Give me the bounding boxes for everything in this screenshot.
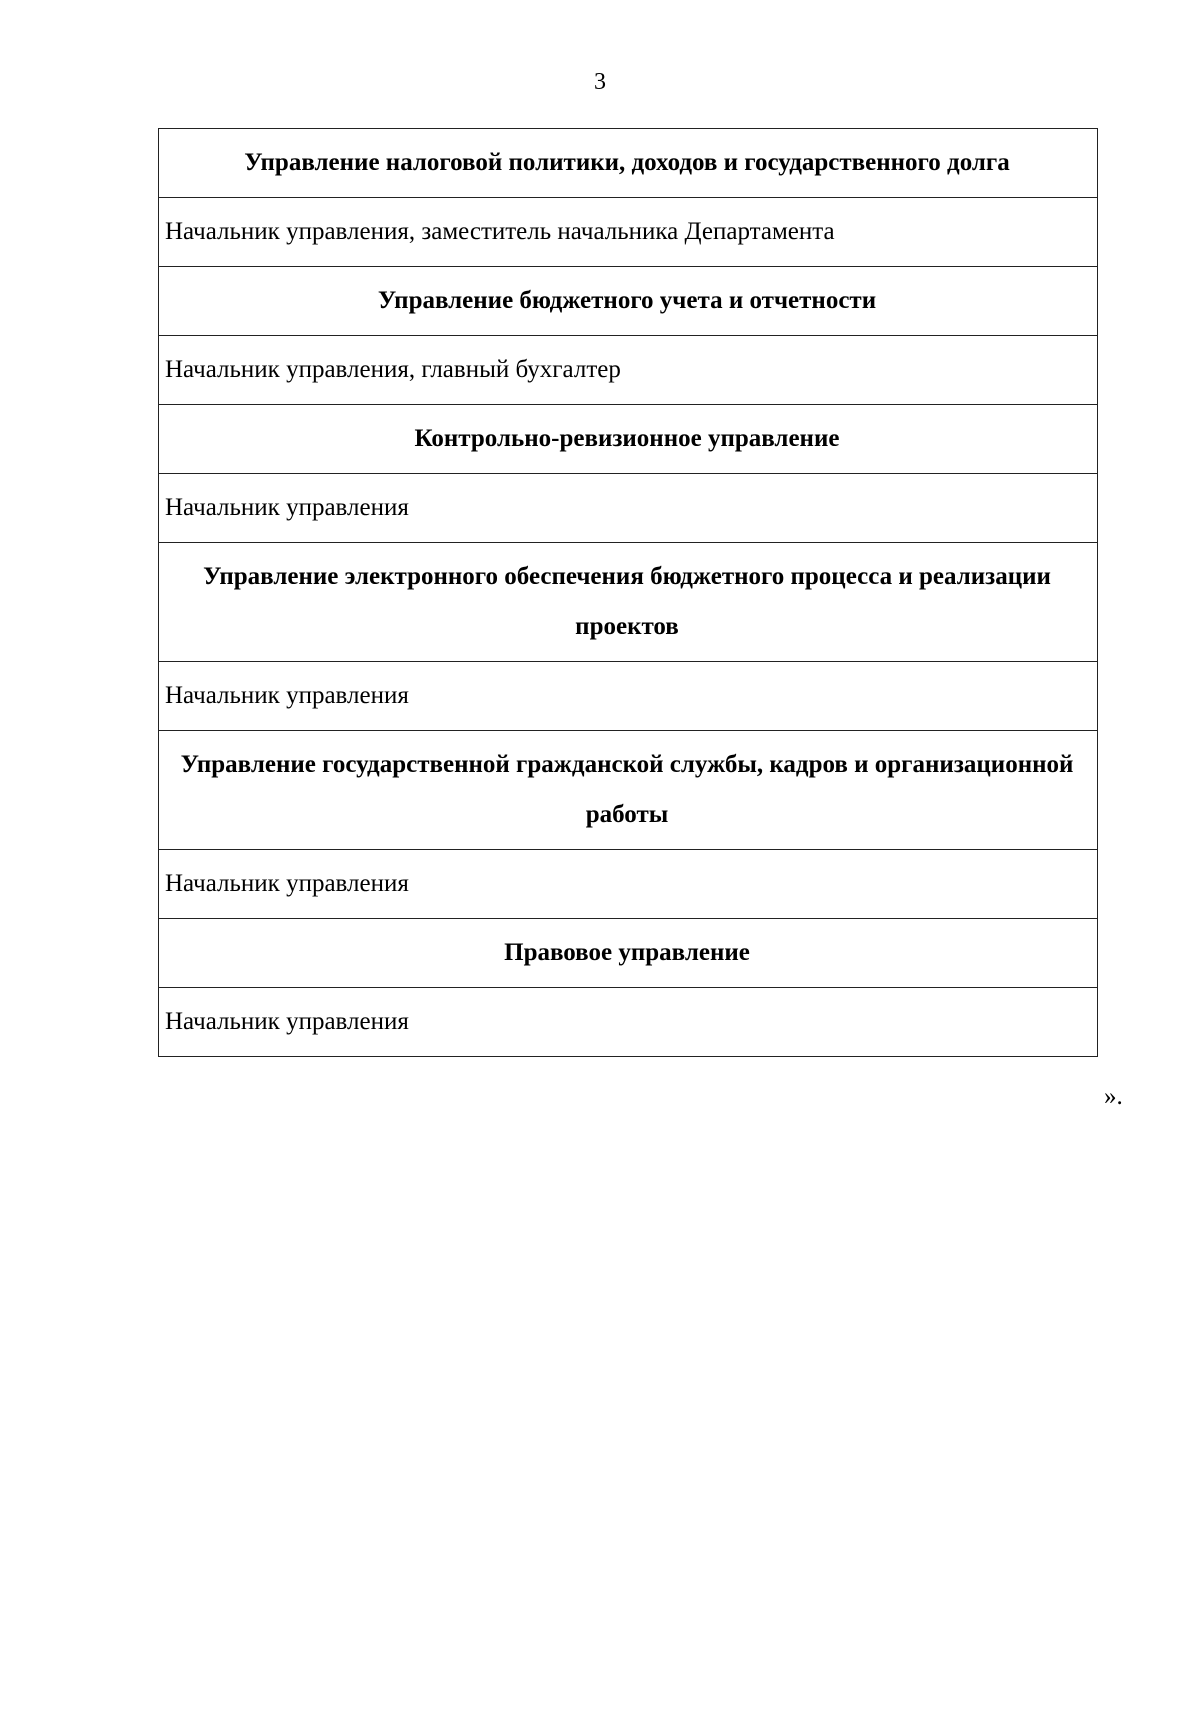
table-row <box>159 988 1098 1057</box>
position-title: Начальник управления <box>159 662 1098 731</box>
table-row <box>159 919 1098 988</box>
department-heading: Управление бюджетного учета и отчетности <box>159 267 1098 336</box>
department-heading: Контрольно-ревизионное управление <box>159 405 1098 474</box>
position-title: Начальник управления, главный бухгалтер <box>159 336 1098 405</box>
table-row <box>159 850 1098 919</box>
department-heading: Управление налоговой политики, доходов и государственного долга <box>159 129 1098 198</box>
position-title: Начальник управления, заместитель начальника Департамента <box>159 198 1098 267</box>
table-row <box>159 405 1098 474</box>
closing-quote-mark: ». <box>1104 1083 1123 1110</box>
table-row <box>159 267 1098 336</box>
position-title: Начальник управления <box>159 474 1098 543</box>
table-row <box>159 198 1098 267</box>
table-row <box>159 731 1098 850</box>
department-heading: Управление государственной гражданской службы, кадров и организационной работы <box>159 731 1098 850</box>
position-title: Начальник управления <box>159 988 1098 1057</box>
position-title: Начальник управления <box>159 850 1098 919</box>
table-row <box>159 129 1098 198</box>
department-heading: Правовое управление <box>159 919 1098 988</box>
department-heading: Управление электронного обеспечения бюджетного процесса и реализации проектов <box>159 543 1098 662</box>
positions-table <box>158 128 1098 1057</box>
table-row <box>159 336 1098 405</box>
page-number: 3 <box>594 69 606 95</box>
table-row <box>159 474 1098 543</box>
table-row <box>159 662 1098 731</box>
table-row <box>159 543 1098 662</box>
